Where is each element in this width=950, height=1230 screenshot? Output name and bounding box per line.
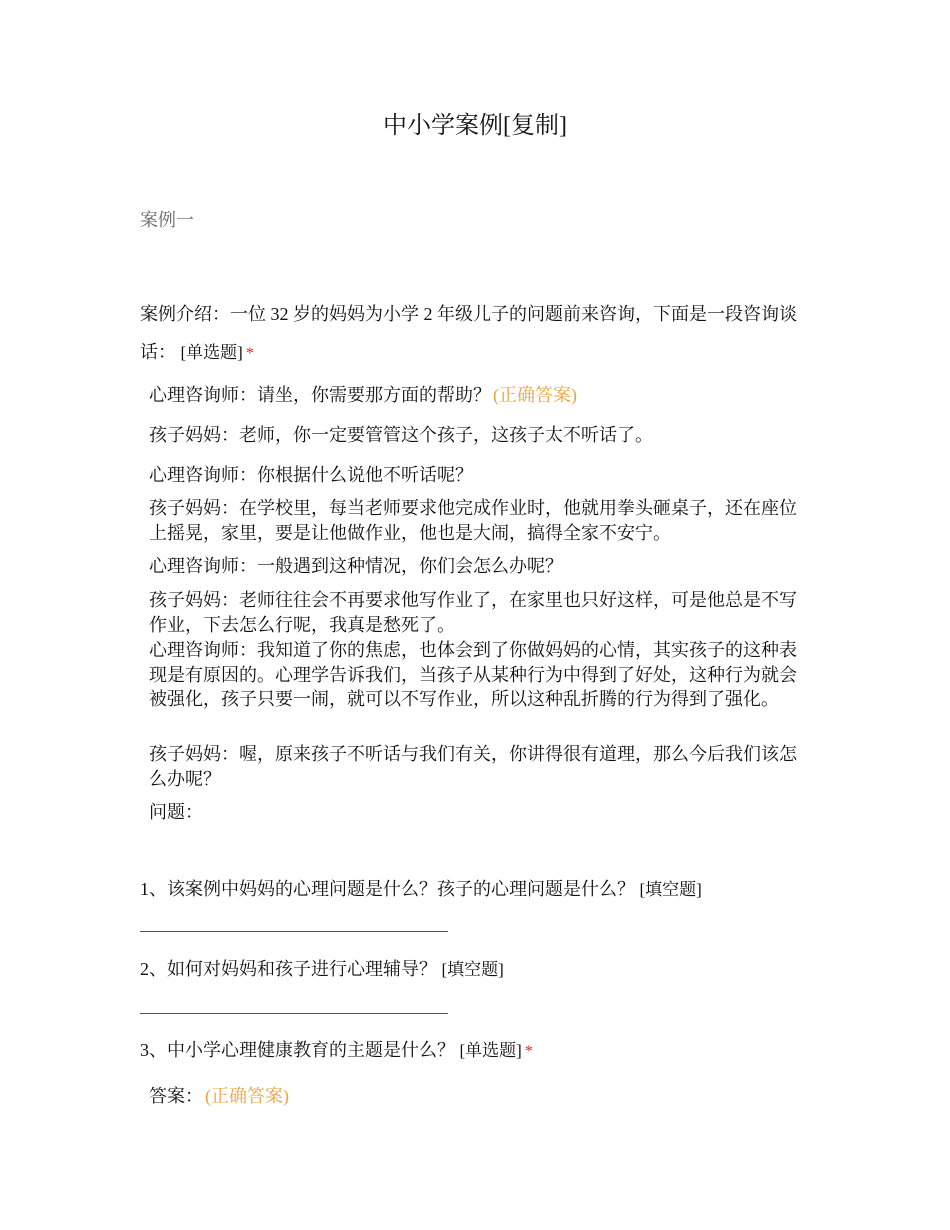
question-3-text: 2、如何对妈妈和孩子进行心理辅导？ xyxy=(140,959,437,979)
correct-answer-tag: (正确答案) xyxy=(493,385,577,405)
question-4-text: 3、中小学心理健康教育的主题是什么？ xyxy=(140,1040,455,1060)
correct-answer-tag: (正确答案) xyxy=(205,1086,289,1106)
option-3[interactable] xyxy=(149,463,804,488)
required-mark: * xyxy=(245,345,254,362)
question-1-type: [单选题] xyxy=(180,343,243,362)
option-4[interactable] xyxy=(149,496,804,545)
option-1[interactable] xyxy=(149,383,804,408)
question-1-title xyxy=(140,295,810,373)
option-3-text: 心理咨询师：你根据什么说他不听话呢？ xyxy=(149,465,473,485)
option-6[interactable] xyxy=(149,588,804,637)
section-label: 案例一 xyxy=(140,210,194,230)
option-1-text: 心理咨询师：请坐，你需要那方面的帮助？ xyxy=(149,385,491,405)
option-9-text: 问题： xyxy=(149,802,203,822)
option-2[interactable] xyxy=(149,423,804,448)
option-8[interactable] xyxy=(149,742,804,791)
question-4-title xyxy=(140,1037,533,1065)
question-2-type: [填空题] xyxy=(639,880,702,899)
required-mark: * xyxy=(524,1043,533,1060)
question-2-title xyxy=(140,876,702,903)
question-4-type: [单选题] xyxy=(459,1041,522,1060)
option-8-text: 孩子妈妈：喔，原来孩子不听话与我们有关，你讲得很有道理，那么今后我们该怎么办呢？ xyxy=(149,744,797,789)
option-2-text: 孩子妈妈：老师，你一定要管管这个孩子，这孩子太不听话了。 xyxy=(149,425,653,445)
option-7[interactable] xyxy=(149,638,804,712)
question-1-text: 案例介绍：一位 32 岁的妈妈为小学 2 年级儿子的问题前来咨询，下面是一段咨询谈话： xyxy=(140,304,797,362)
option-7-text: 心理咨询师：我知道了你的焦虑，也体会到了你做妈妈的心情，其实孩子的这种表现是有原因的。心理学告诉我们，当孩子从某种行为中得到了好处，这种行为就会被强化，孩子只要一闹，就可以不写作业，所以这种乱折腾的行为得到了强化。 xyxy=(149,640,797,709)
option-5-text: 心理咨询师：一般遇到这种情况，你们会怎么办呢？ xyxy=(149,556,563,576)
question-3-answer-blank[interactable] xyxy=(140,1013,448,1014)
answer-label: 答案： xyxy=(149,1086,203,1106)
option-4-text: 孩子妈妈：在学校里，每当老师要求他完成作业时，他就用拳头砸桌子，还在座位上摇晃，家里，要是让他做作业，他也是大闹，搞得全家不安宁。 xyxy=(149,498,797,543)
option-5[interactable] xyxy=(149,554,804,579)
question-3-title xyxy=(140,956,504,983)
option-6-text: 孩子妈妈：老师往往会不再要求他写作业了，在家里也只好这样，可是他总是不写作业，下去怎么行呢，我真是愁死了。 xyxy=(149,590,797,635)
page-title: 中小学案例[复制] xyxy=(383,113,567,139)
question-3-type: [填空题] xyxy=(441,960,504,979)
question-2-text: 1、该案例中妈妈的心理问题是什么？孩子的心理问题是什么？ xyxy=(140,879,635,899)
question-2-answer-blank[interactable] xyxy=(140,931,448,932)
question-4-answer-option[interactable] xyxy=(149,1083,289,1109)
option-9[interactable] xyxy=(149,800,804,825)
